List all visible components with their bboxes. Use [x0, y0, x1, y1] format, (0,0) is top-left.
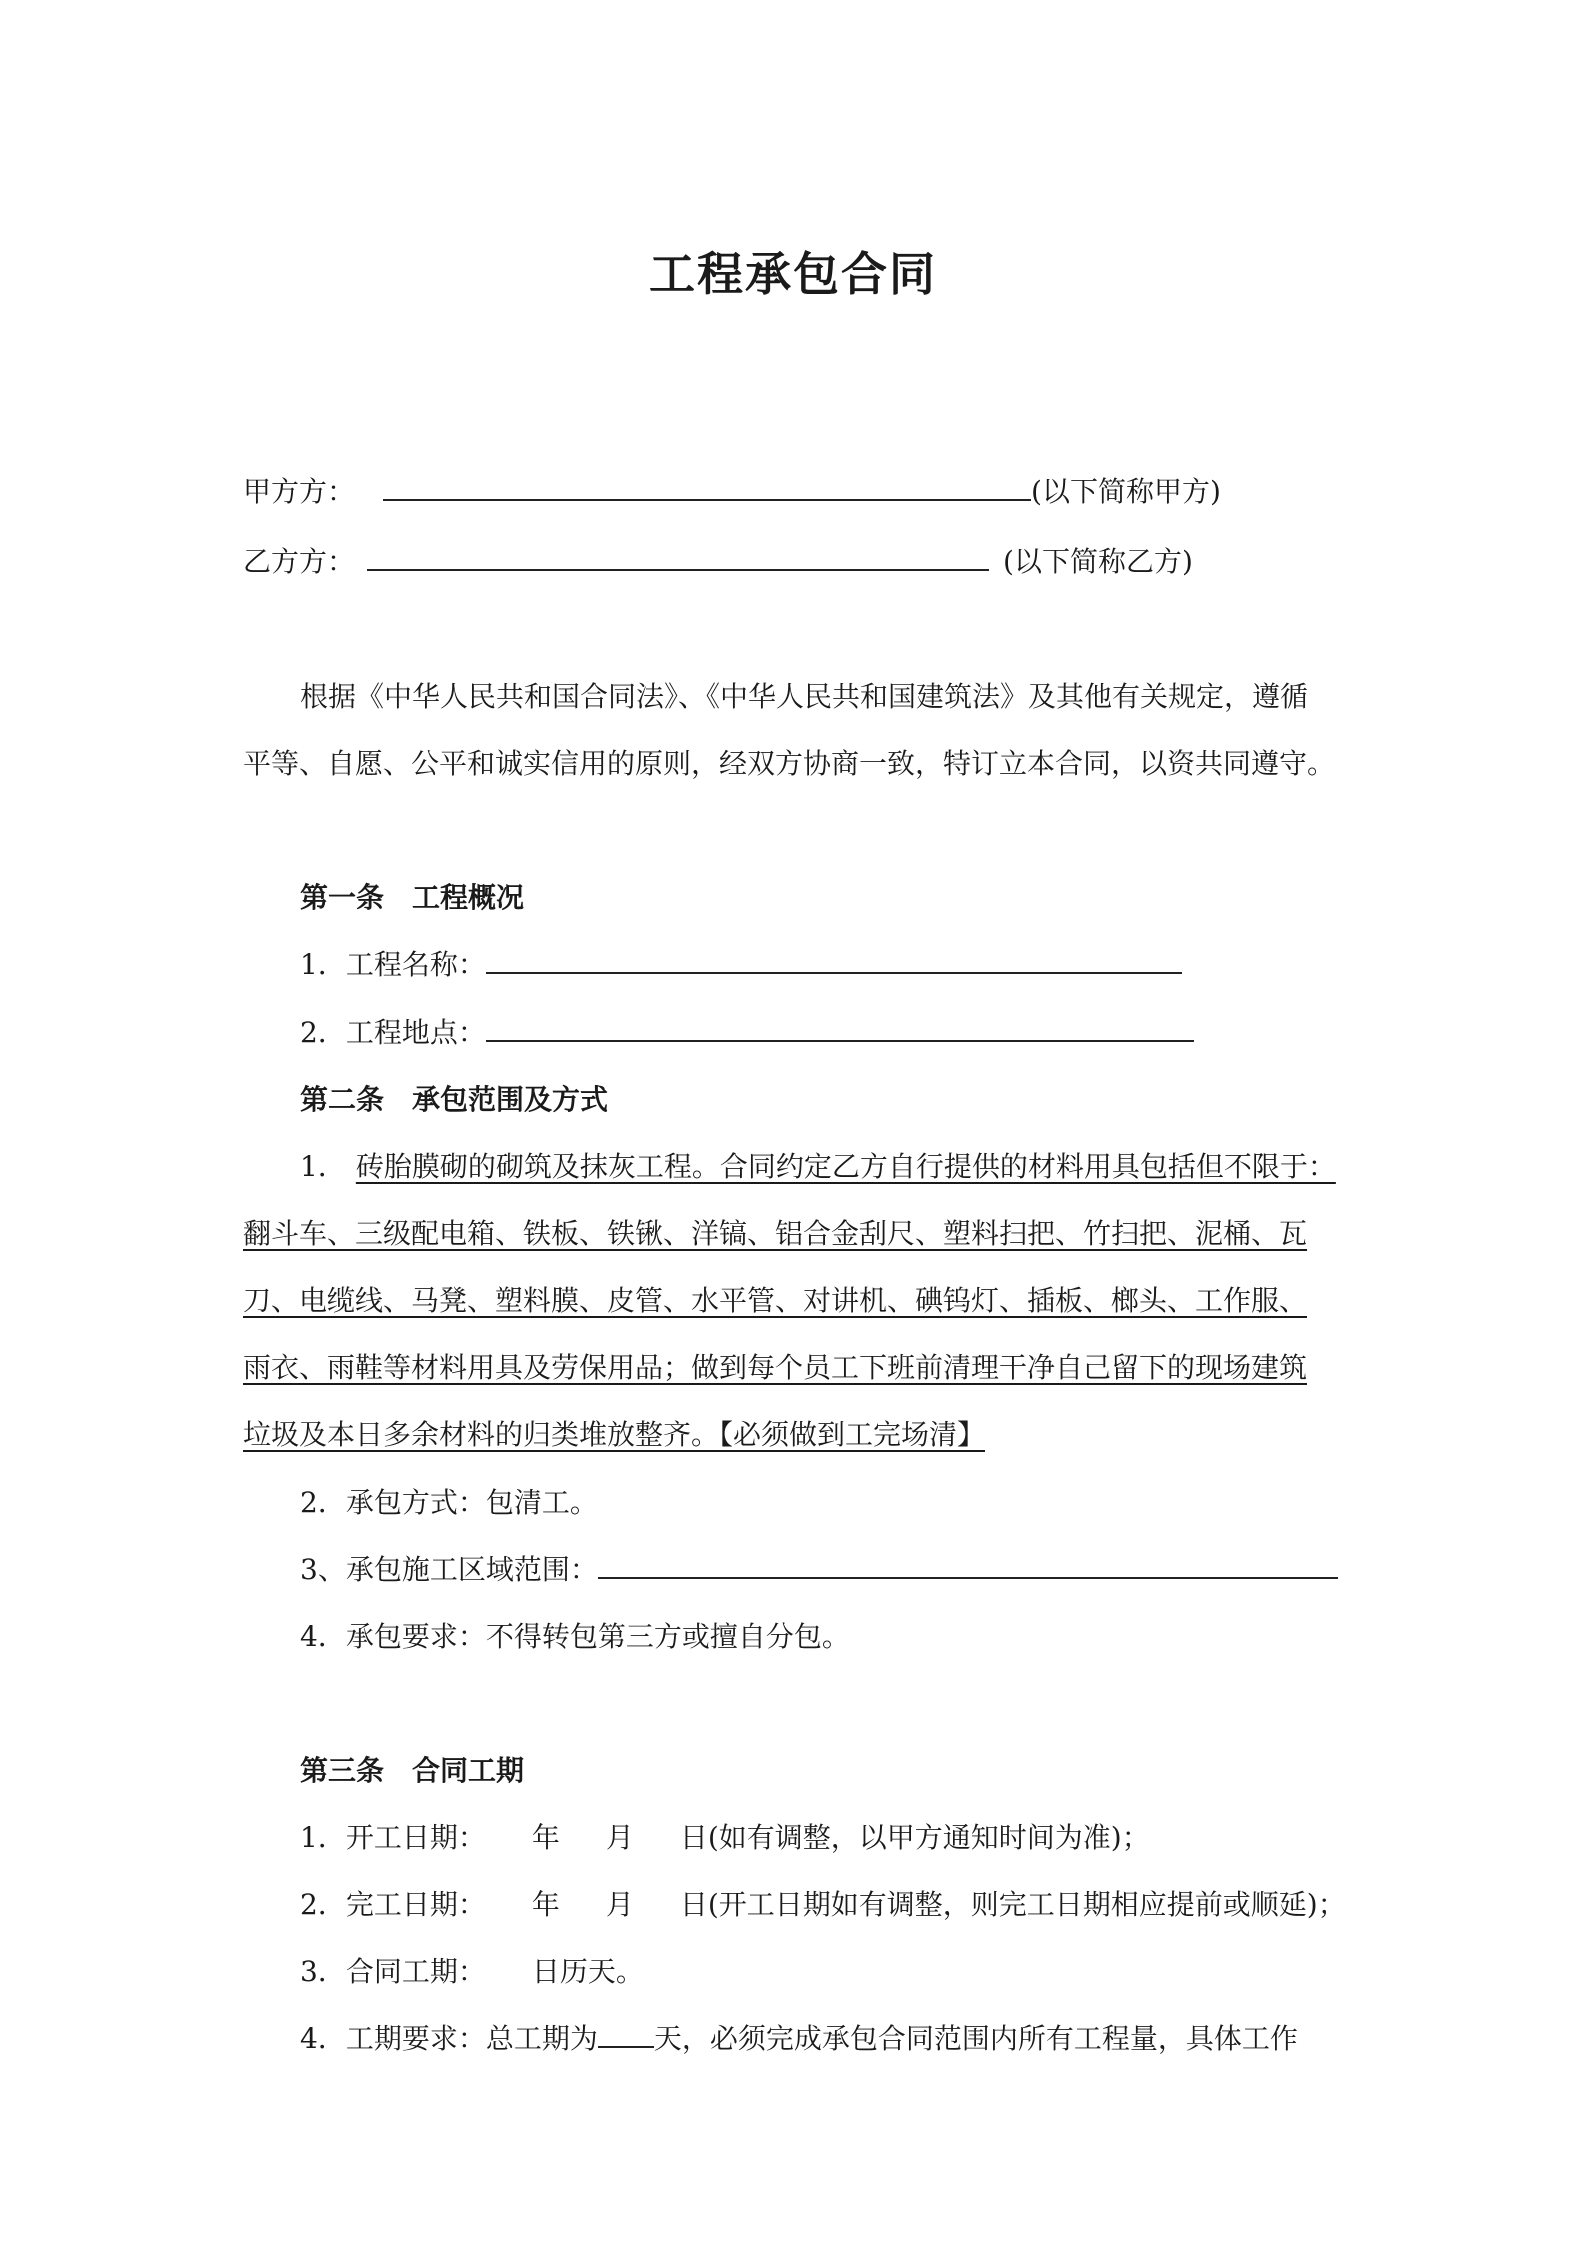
party-b-line — [243, 542, 1193, 582]
article-1-title: 工程概况 — [412, 881, 525, 914]
end-date-note: (开工日期如有调整，则完工日期相应提前或顺延)； — [707, 1888, 1346, 1921]
article-2-item-2: 2．承包方式：包清工。 — [300, 1486, 598, 1519]
article-1-heading — [300, 878, 524, 918]
project-name-label: 1．工程名称： — [300, 948, 486, 981]
scope-text-line-1: 砖胎膜砌的砌筑及抹灰工程。合同约定乙方自行提供的材料用具包括但不限于： — [355, 1150, 1336, 1183]
party-a-blank — [383, 473, 1031, 501]
document-title: 工程承包合同 — [649, 247, 937, 301]
article-2-item-3 — [300, 1550, 1338, 1590]
party-a-line — [243, 472, 1221, 512]
construction-area-label: 3、承包施工区域范围： — [300, 1553, 598, 1586]
article-2-title: 承包范围及方式 — [412, 1083, 609, 1116]
contract-period-line — [300, 1952, 644, 1992]
construction-area-blank — [598, 1551, 1338, 1579]
scope-text-line-2: 翻斗车、三级配电箱、铁板、铁锹、洋镐、铝合金刮尺、塑料扫把、竹扫把、泥桶、瓦 — [243, 1217, 1308, 1250]
scope-text-line-5: 垃圾及本日多余材料的归类堆放整齐。【必须做到工完场清】 — [243, 1418, 986, 1451]
article-3-number: 第三条 — [300, 1754, 385, 1787]
article-2-number: 第二条 — [300, 1083, 385, 1116]
article-1-item-1 — [300, 945, 1182, 985]
start-date-day: 日 — [679, 1821, 708, 1854]
party-a-suffix: (以下简称甲方) — [1031, 475, 1221, 508]
end-date-day: 日 — [679, 1888, 708, 1921]
schedule-requirement-suffix: 天，必须完成承包合同范围内所有工程量，具体工作 — [653, 2022, 1298, 2055]
project-location-blank — [486, 1014, 1194, 1042]
start-date-label: 1．开工日期： — [300, 1821, 486, 1854]
start-date-month: 月 — [605, 1821, 634, 1854]
schedule-requirement-line — [300, 2019, 1298, 2059]
party-a-label: 甲方方： — [243, 475, 356, 508]
article-1-item-2 — [300, 1013, 1194, 1053]
preamble-line-1: 根据《中华人民共和国合同法》、《中华人民共和国建筑法》及其他有关规定，遵循 — [300, 680, 1309, 713]
schedule-requirement-prefix: 4．工期要求：总工期为 — [300, 2022, 598, 2055]
end-date-year: 年 — [531, 1888, 560, 1921]
contract-period-label: 3．合同工期： — [300, 1955, 486, 1988]
project-name-blank — [486, 946, 1182, 974]
contract-period-suffix: 日历天。 — [531, 1955, 644, 1988]
end-date-line — [300, 1885, 1346, 1925]
party-b-label: 乙方方： — [243, 545, 356, 578]
article-3-title: 合同工期 — [412, 1754, 525, 1787]
party-b-blank — [367, 543, 989, 571]
end-date-label: 2．完工日期： — [300, 1888, 486, 1921]
party-b-suffix: (以下简称乙方) — [1003, 545, 1193, 578]
article-2-item-4: 4．承包要求：不得转包第三方或擅自分包。 — [300, 1620, 850, 1653]
start-date-year: 年 — [531, 1821, 560, 1854]
scope-text-line-4: 雨衣、雨鞋等材料用具及劳保用品；做到每个员工下班前清理干净自己留下的现场建筑 — [243, 1351, 1308, 1384]
article-2-heading — [300, 1080, 608, 1120]
article-2-item-1-line-1 — [300, 1147, 1342, 1187]
project-location-label: 2．工程地点： — [300, 1016, 486, 1049]
article-3-heading — [300, 1751, 524, 1791]
preamble-line-2: 平等、自愿、公平和诚实信用的原则，经双方协商一致，特订立本合同，以资共同遵守。 — [243, 747, 1336, 780]
start-date-note: (如有调整，以甲方通知时间为准)； — [707, 1821, 1150, 1854]
article-1-number: 第一条 — [300, 881, 385, 914]
start-date-line — [300, 1818, 1150, 1858]
article-2-item-1-number: 1． — [300, 1150, 346, 1183]
scope-text-line-3: 刀、电缆线、马凳、塑料膜、皮管、水平管、对讲机、碘钨灯、插板、榔头、工作服、 — [243, 1284, 1308, 1317]
total-days-blank — [598, 2020, 654, 2048]
end-date-month: 月 — [605, 1888, 634, 1921]
